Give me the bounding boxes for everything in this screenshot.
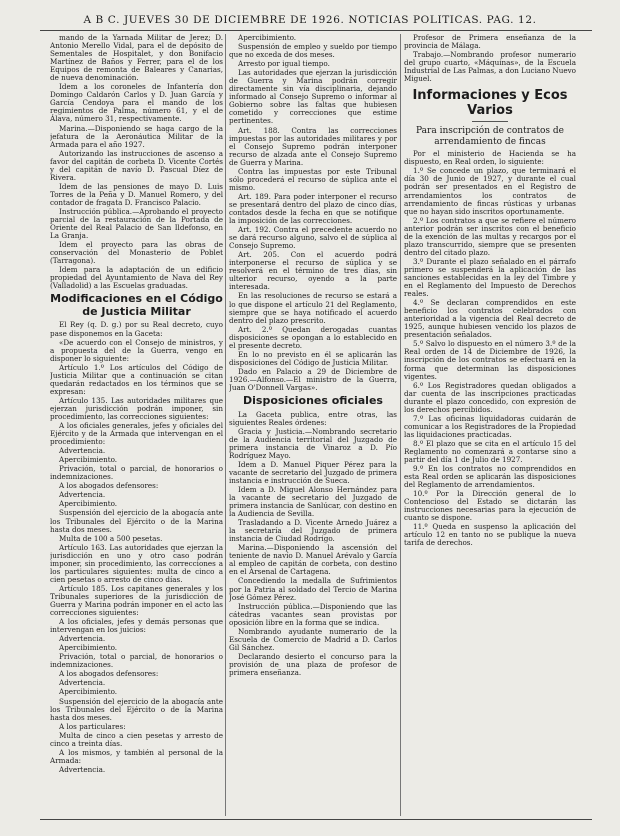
paragraph: En lo no previsto en él se aplicarán las disposiciones del Código de Justicia Militar. <box>229 349 397 367</box>
paragraph: Autorizando las instrucciones de ascenso a favor del capitán de corbeta D. Vicente Cortés y del capitán de navío D. Pascual Díez de Rivera. <box>50 148 223 182</box>
paragraph: Marina.—Disponiendo la ascensión del teniente de navío D. Manuel Arévalo y García al empleo de capitán de corbeta, con destino en el Arsenal de Cartagena. <box>229 543 397 577</box>
paragraph: Suspensión de empleo y sueldo por tiempo que no exceda de dos meses. <box>229 42 397 60</box>
section-heading-informaciones: Informaciones y Ecos Varios <box>412 88 568 118</box>
paragraph: 3.º Durante el plazo señalado en el párrafo primero se suspenderá la aplicación de las sanciones establecidas en la ley del Timbre y en el Reglamento del Impuesto de Derechos reales. <box>404 256 576 299</box>
paragraph: «De acuerdo con el Consejo de ministros, y a propuesta del de la Guerra, vengo en disponer lo siguiente: <box>50 337 223 363</box>
paragraph: Idem de las pensiones de mayo D. Luis Torres de la Peña y D. Manuel Romero, y del contador de fragata D. Francisco Palacio. <box>50 181 223 207</box>
paragraph: Art. 2.º Quedan derogadas cuantas disposiciones se opongan a lo establecido en el presente decreto. <box>229 324 397 350</box>
column-right <box>404 34 576 816</box>
paragraph: Instrucción pública.—Aprobando el proyecto parcial de la restauración de la Portada de Oriente del Real Palacio de San Ildefonso, en La Granja. <box>50 206 223 241</box>
article-heading-disposiciones: Disposiciones oficiales <box>243 394 383 408</box>
paragraph: Advertencia. <box>59 490 106 500</box>
paragraph: A los mismos, y también al personal de la Armada: <box>50 747 223 765</box>
paragraph: 9.º En los contratos no comprendidos en esta Real orden se aplicarán las disposiciones del Reglamento de arrendamientos. <box>404 464 576 490</box>
col1-paragraphs-b <box>50 321 223 773</box>
paragraph: 2.º Los contratos a que se refiere el número anterior podrán ser inscritos con el beneficio de la exención de las multas y recargos por el plazo transcurrido, siempre que se presenten dentro del citado plazo. <box>404 215 576 257</box>
paragraph: Trabajo.—Nombrando profesor numerario del grupo cuarto, «Máquinas», de la Escuela Industrial de Las Palmas, a don Luciano Nuevo Miguel. <box>404 50 576 84</box>
column-divider <box>400 34 401 816</box>
paragraph: Suspensión del ejercicio de la abogacía ante los Tribunales del Ejército o de la Marina hasta dos meses. <box>50 508 223 534</box>
paragraph: Idem para la adaptación de un edificio propiedad del Ayuntamiento de Nava del Rey (Valladolid) a las Escuelas graduadas. <box>50 265 223 291</box>
paragraph: Art. 205. Con el acuerdo podrá interponerse el recurso de súplica y se resolverá en el término de tres días, sin ulterior recurso, oyendo a la parte interesada. <box>229 250 397 292</box>
paragraph: Declarando desierto el concurso para la provisión de una plaza de profesor de primera enseñanza. <box>229 651 397 677</box>
paragraph: La Gaceta publica, entre otras, las siguientes Reales órdenes: <box>229 409 397 427</box>
paragraph: Multa de 100 a 500 pesetas. <box>59 533 163 543</box>
paragraph: 6.º Los Registradores quedan obligados a dar cuenta de las inscripciones practicadas durante el plazo concedido, con expresión de los derechos percibidos. <box>404 380 576 414</box>
paragraph: Advertencia. <box>59 764 106 774</box>
paragraph: Artículo 1.º Los artículos del Código de Justicia Militar que a continuación se citan quedarán redactados en los términos que se expresan: <box>50 362 223 396</box>
column-divider <box>225 34 226 816</box>
footer-rule <box>40 819 592 820</box>
paragraph: Idem a D. Manuel Piquer Pérez para la vacante de secretario del Juzgado de primera instancia e instrucción de Sueca. <box>229 459 397 485</box>
paragraph: Apercibimiento. <box>59 687 118 697</box>
paragraph: Dado en Palacio a 29 de Diciembre de 1926.—Alfonso.—El ministro de la Guerra, Juan O'Donnell Vargas». <box>229 366 397 392</box>
paragraph: Advertencia. <box>59 634 106 644</box>
header-rule <box>40 30 592 31</box>
paragraph: 11.º Queda en suspenso la aplicación del artículo 12 en tanto no se publique la nueva tarifa de derechos. <box>404 522 576 548</box>
page-header: A B C. JUEVES 30 DE DICIEMBRE DE 1926. NOTICIAS POLITICAS. PAG. 12. <box>83 14 537 26</box>
paragraph: mando de la Yarnada Militar de Jerez; D. Antonio Merello Vidal, para el de depósito de Sementales de Hospitalet, y don Bonifacio Martínez de Baños y Ferrer, para el de los Equipos de remonta de Baleares y Canarias, de nueva denominación. <box>50 34 223 83</box>
col3-paragraphs-b <box>404 150 576 547</box>
paragraph: Concediendo la medalla de Sufrimientos por la Patria al soldado del Tercio de Marina José Gómez Pérez. <box>229 576 397 602</box>
paragraph: 10.º Por la Dirección general de lo Contencioso del Estado se dictarán las instrucciones necesarias para la ejecución de cuanto se dispone. <box>404 489 576 523</box>
paragraph: Marina.—Disponiendo se haga cargo de la jefatura de la Aeronáutica Militar de la Armada para el año 1927. <box>50 123 223 149</box>
paragraph: En las resoluciones de recurso se estará a lo que dispone el artículo 21 del Reglamento, siempre que se haya notificado el acuerdo dentro del plazo prescrito. <box>229 291 397 325</box>
paragraph: El Rey (q. D. g.) por su Real decreto, cuyo pase disponemos en la Gaceta: <box>50 320 223 338</box>
paragraph: 7.º Las oficinas liquidadoras cuidarán de comunicar a los Registradores de la Propiedad las liquidaciones practicadas. <box>404 413 576 439</box>
paragraph: 8.º El plazo que se cita en el artículo 15 del Reglamento no comenzará a contarse sino a partir del día 1 de Julio de 1927. <box>404 438 576 465</box>
paragraph: Las autoridades que ejerzan la jurisdicción de Guerra y Marina podrán corregir directamente sin vía disciplinaria, dejando informado al Consejo Supremo o informar al Gobierno sobre las faltas que hubiesen cometido y correcciones que estime pertinentes. <box>229 68 397 126</box>
paragraph: Multa de cinco a cien pesetas y arresto de cinco a treinta días. <box>50 730 223 748</box>
paragraph: Art. 188. Contra las correcciones impuestas por las autoridades militares y por el Consejo Supremo podrán interponer recurso de alzada ante el Consejo Supremo de Guerra y Marina. <box>229 125 397 167</box>
paragraph: Idem a los coroneles de Infantería don Domingo Caldarón Carlos y D. Juan García y García Cendoya para el mando de los regimientos de Palma, número 61, y el de Álava, número 31, respectivamente. <box>50 82 223 124</box>
col3-paragraphs-a <box>404 34 576 83</box>
paragraph: Apercibimiento. <box>59 643 118 653</box>
paragraph: Art. 189. Para poder interponer el recurso se presentará dentro del plazo de cinco días, contados desde la fecha en que se notifique la imposición de las correcciones. <box>229 191 397 226</box>
column-left <box>50 34 223 816</box>
col2-paragraphs-a <box>229 34 397 392</box>
paragraph: Por el ministerio de Hacienda se ha dispuesto, en Real orden, lo siguiente: <box>404 149 576 167</box>
paragraph: Artículo 163. Las autoridades que ejerzan la jurisdicción en uno y otro caso podrán imponer, sin procedimiento, las correcciones a los particulares siguientes: multa de cinco a cien pesetas o arresto de cinco días. <box>50 542 223 584</box>
paragraph: Contra las impuestas por este Tribunal sólo procederá el recurso de súplica ante el mismo. <box>229 166 397 192</box>
paragraph: Suspensión del ejercicio de la abogacía ante los Tribunales del Ejército o de la Marina hasta dos meses. <box>50 696 223 722</box>
paragraph: Artículo 135. Las autoridades militares que ejerzan jurisdicción podrán imponer, sin procedimiento, las correcciones siguientes: <box>50 395 223 421</box>
paragraph: Apercibimiento. <box>59 499 118 509</box>
paragraph: A los oficiales, jefes y demás personas que intervengan en los juicios: <box>50 617 223 635</box>
section-separator <box>472 121 508 122</box>
paragraph: Idem a D. Miguel Alonso Hernández para la vacante de secretario del Juzgado de primera instancia de Sanlúcar, con destino en la Audiencia de Sevilla. <box>229 484 397 519</box>
paragraph: Idem el proyecto para las obras de conservación del Monasterio de Poblet (Tarragona). <box>50 240 223 266</box>
paragraph: Advertencia. <box>59 446 106 456</box>
paragraph: Arresto por igual tiempo. <box>238 59 330 69</box>
paragraph: Apercibimiento. <box>238 34 297 42</box>
paragraph: Trasladando a D. Vicente Arnedo Juárez a la secretaría del Juzgado de primera instancia de Ciudad Rodrigo. <box>229 518 397 544</box>
paragraph: Nombrando ayudante numerario de la Escuela de Comercio de Madrid a D. Carlos Gil Sánchez. <box>229 626 397 652</box>
paragraph: A los abogados defensores: <box>59 481 159 491</box>
paragraph: Profesor de Primera enseñanza de la provincia de Málaga. <box>404 34 576 51</box>
paragraph: A los particulares: <box>59 721 126 731</box>
column-middle <box>229 34 397 816</box>
paragraph: Artículo 185. Los capitanes generales y los Tribunales superiores de la jurisdicción de Guerra y Marina podrán imponer en el acto las correcciones siguientes: <box>50 583 223 618</box>
paragraph: Gracia y Justicia.—Nombrando secretario de la Audiencia territorial del Juzgado de primera instancia de Vinaroz a D. Pío Rodríguez Mayo. <box>229 426 397 460</box>
paragraph: A los oficiales generales, jefes y oficiales del Ejército y de la Armada que intervengan en el procedimiento: <box>50 421 223 447</box>
paragraph: 1.º Se concede un plazo, que terminará el día 30 de Junio de 1927, y durante el cual podrán ser presentados en el Registro de arrendamientos los contratos de arrendamiento de fincas rústicas y urbanas que no hayan sido inscritos oportunamente. <box>404 166 576 216</box>
paragraph: Privación, total o parcial, de honorarios o indemnizaciones. <box>50 464 223 482</box>
col1-paragraphs-a <box>50 34 223 290</box>
paragraph: 4.º Se declaran comprendidos en este beneficio los contratos celebrados con anterioridad a la vigencia del Real decreto de 1925, aunque hubiesen vencido los plazos de presentación señalados. <box>404 298 576 340</box>
paragraph: Advertencia. <box>59 678 106 688</box>
paragraph: 5.º Salvo lo dispuesto en el número 3.º de la Real orden de 14 de Diciembre de 1926, la inscripción de los contratos se efectuará en la forma que determinan las disposiciones vigentes. <box>404 339 576 381</box>
article-subheading-arrendamientos: Para inscripción de contratos de arrendamiento de fincas <box>416 126 564 147</box>
paragraph: Art. 192. Contra el precedente acuerdo no se dará recurso alguno, salvo el de súplica al Consejo Supremo. <box>229 225 397 251</box>
paragraph: Apercibimiento. <box>59 455 118 465</box>
paragraph: A los abogados defensores: <box>59 669 159 679</box>
article-heading-codigo: Modificaciones en el Código de Justicia Militar <box>50 292 223 318</box>
paragraph: Instrucción pública.—Disponiendo que las cátedras vacantes sean provistas por oposición libre en la forma que se indica. <box>229 601 397 627</box>
col2-paragraphs-b <box>229 411 397 678</box>
paragraph: Privación, total o parcial, de honorarios o indemnizaciones. <box>50 652 223 670</box>
